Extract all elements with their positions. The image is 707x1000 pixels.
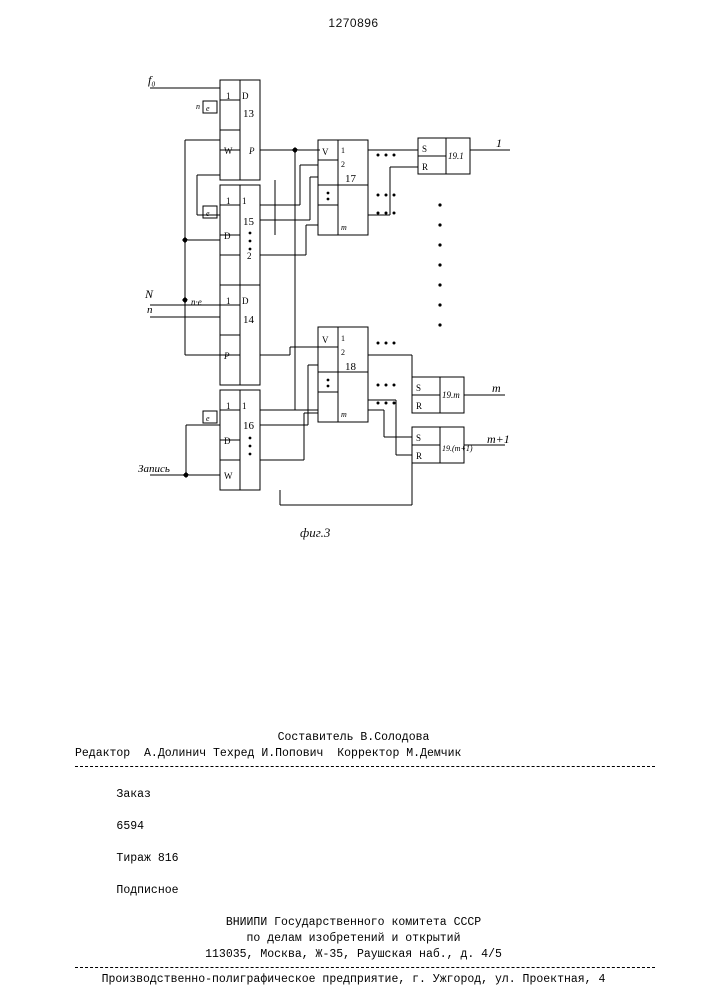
label-13-p: P <box>249 146 255 156</box>
label-18-one: 1 <box>341 334 345 343</box>
label-19m-r: R <box>416 401 423 411</box>
label-18-v: V <box>322 335 329 345</box>
imprint-footer <box>0 730 707 988</box>
printer-line: Производственно-полиграфическое предприятие, г. Ужгород, ул. Проектная, 4 <box>101 973 606 986</box>
label-19m-s: S <box>416 383 422 393</box>
label-191-r: R <box>422 162 429 172</box>
label-19m1-r: R <box>416 451 423 461</box>
label-f0: f₀ <box>148 73 156 87</box>
address-line: 113035, Москва, Ж-35, Раушская наб., д. 4/5 <box>205 948 502 961</box>
label-15-e: e <box>206 209 210 218</box>
block-15-number: 15 <box>243 216 254 228</box>
divider-top <box>75 766 655 767</box>
label-14-d: D <box>242 296 249 306</box>
block-18-number: 18 <box>345 361 356 373</box>
label-16-d: D <box>224 436 231 446</box>
label-15-one: 1 <box>226 196 231 206</box>
label-13-one: 1 <box>226 91 231 101</box>
label-zapis: Запись <box>138 463 170 475</box>
block-191-number: 19.1 <box>448 151 464 161</box>
label-14-p: P <box>224 351 230 361</box>
output-m-plus-1: m+1 <box>487 432 510 446</box>
label-13-e: e <box>206 104 210 113</box>
label-15-one2: 1 <box>242 196 247 206</box>
label-19m1-s: S <box>416 433 422 443</box>
label-18-two: 2 <box>341 348 345 357</box>
label-16-e: e <box>206 414 210 423</box>
label-16-one: 1 <box>226 401 231 411</box>
label-191-s: S <box>422 144 428 154</box>
patent-number: 1270896 <box>328 16 379 30</box>
label-18-m: m <box>341 410 347 419</box>
institute-line-1: ВНИИПИ Государственного комитета СССР <box>225 916 482 929</box>
tirazh: Тираж 816 <box>116 852 179 865</box>
label-17-one: 1 <box>341 146 345 155</box>
label-n-e: n·e <box>191 297 202 307</box>
label-N: N <box>145 287 154 301</box>
subscription: Подписное <box>116 884 179 897</box>
order-line <box>0 771 707 915</box>
label-17-two: 2 <box>341 160 345 169</box>
editors-line: Редактор А.Долинич Техред И.Попович Корректор М.Демчик <box>75 747 462 760</box>
label-17-m: m <box>341 223 347 232</box>
output-m: m <box>492 381 501 395</box>
label-13-d: D <box>242 91 249 101</box>
block-13-number: 13 <box>243 108 254 120</box>
order-label: Заказ <box>116 788 151 801</box>
label-13-n: n <box>196 102 200 111</box>
order-value: 6594 <box>116 820 145 833</box>
figure-caption: фиг.3 <box>300 525 331 540</box>
block-16-number: 16 <box>243 420 254 432</box>
label-15-x: 2 <box>247 251 252 261</box>
label-16-one2: 1 <box>242 401 247 411</box>
label-13-w: W <box>224 146 233 156</box>
output-1: 1 <box>496 136 502 150</box>
label-15-d: D <box>224 231 231 241</box>
block-17-number: 17 <box>345 173 356 185</box>
institute-line-2: по делам изобретений и открытий <box>246 932 461 945</box>
label-14-one: 1 <box>226 296 231 306</box>
figure-diagram <box>0 55 707 540</box>
label-17-v: V <box>322 147 329 157</box>
block-14-number: 14 <box>243 314 254 326</box>
label-16-w: W <box>224 471 233 481</box>
divider-bottom <box>75 967 655 968</box>
compiler-line: Составитель В.Солодова <box>277 731 430 744</box>
circuit-schematic <box>0 55 707 515</box>
block-19m-number: 19.m <box>442 390 460 400</box>
block-19m1-number: 19.(m+1) <box>442 444 473 453</box>
label-n: n <box>147 304 153 316</box>
